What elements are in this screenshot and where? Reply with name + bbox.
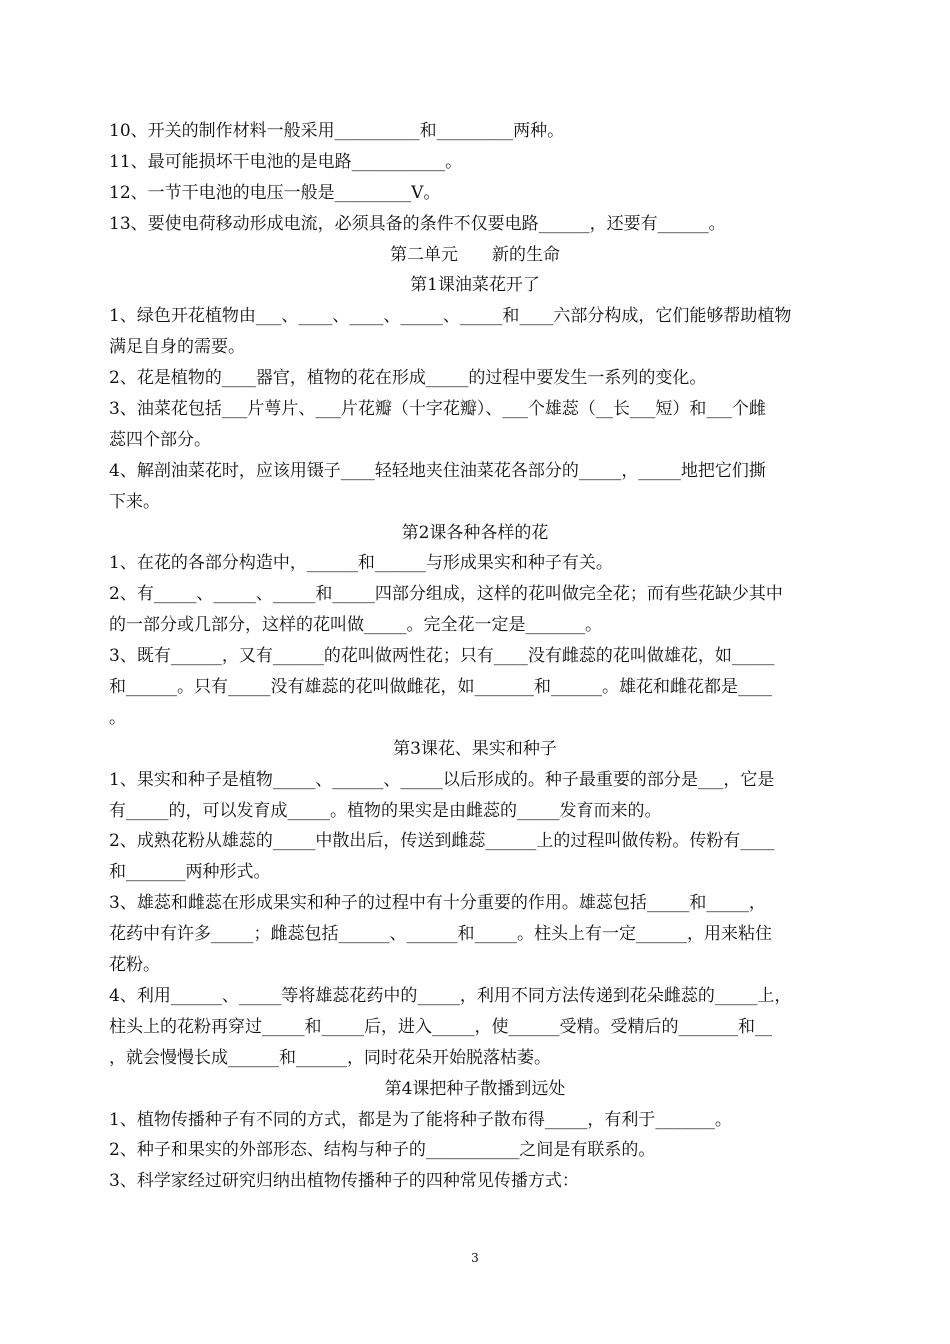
lesson-heading: 第4课把种子散播到远处 bbox=[384, 1078, 566, 1099]
text-line: 1、果实和种子是植物_____、______、_____以后形成的。种子最重要的部分是___，它是 bbox=[109, 769, 775, 790]
text-line: 3、既有______，又有______的花叫做两性花；只有____没有雌蕊的花叫做雄花，如_____ bbox=[109, 646, 775, 667]
text-line: 花粉。 bbox=[109, 955, 160, 976]
text-line: 13、要使电荷移动形成电流，必须具备的条件不仅要电路______，还要有______。 bbox=[109, 213, 726, 234]
text-line: 4、解剖油菜花时，应该用镊子____轻轻地夹住油菜花各部分的_____，_____地把它们撕 bbox=[109, 460, 766, 481]
text-line: 3、雄蕊和雌蕊在形成果实和种子的过程中有十分重要的作用。雄蕊包括_____和_____， bbox=[109, 893, 766, 914]
text-line: 2、有_____、_____、_____和_____四部分组成，这样的花叫做完全花；而有些花缺少其中 bbox=[109, 584, 783, 605]
text-line: 1、绿色开花植物由___、____、____、_____、_____和____六部分构成，它们能够帮助植物 bbox=[109, 306, 792, 327]
text-line: 1、植物传播种子有不同的方式，都是为了能将种子散布得_____，有利于_______。 bbox=[109, 1109, 732, 1130]
text-line: 蕊四个部分。 bbox=[109, 429, 211, 450]
text-line: 的一部分或几部分，这样的花叫做_____。完全花一定是_______。 bbox=[109, 615, 602, 636]
text-line: 3、油菜花包括___片萼片、___片花瓣（十字花瓣）、___个雄蕊（__长___短）和___个雌 bbox=[109, 399, 766, 420]
text-line: ，就会慢慢长成______和______，同时花朵开始脱落枯萎。 bbox=[109, 1047, 551, 1068]
text-line: 和______。只有_____没有雄蕊的花叫做雌花，如_______和______。雄花和雌花都是____ bbox=[109, 677, 772, 698]
text-line: 和_______两种形式。 bbox=[109, 862, 271, 883]
text-line: 1、在花的各部分构造中，______和______与形成果实和种子有关。 bbox=[109, 553, 613, 574]
text-line: 柱头上的花粉再穿过_____和_____后，进入_____，使______受精。受精后的_______和__ bbox=[109, 1016, 772, 1037]
text-line: 下来。 bbox=[109, 491, 160, 512]
lesson-heading: 第1课油菜花开了 bbox=[410, 275, 540, 296]
text-line: 2、成熟花粉从雄蕊的_____中散出后，传送到雌蕊______上的过程叫做传粉。传粉有____ bbox=[109, 831, 775, 852]
text-line: 12、一节干电池的电压一般是_________V。 bbox=[109, 182, 441, 203]
document-body bbox=[109, 116, 841, 1197]
lesson-heading: 第2课各种各样的花 bbox=[401, 522, 549, 543]
text-line: 花药中有许多_____；雌蕊包括______、______和_____。柱头上有一定______，用来粘住 bbox=[109, 924, 772, 945]
lesson-heading: 第3课花、果实和种子 bbox=[393, 738, 557, 759]
text-line: 。 bbox=[109, 707, 126, 728]
text-line: 2、花是植物的____器官，植物的花在形成_____的过程中要发生一系列的变化。 bbox=[109, 368, 707, 389]
page-number: 3 bbox=[471, 1251, 479, 1265]
text-line: 11、最可能损坏干电池的是电路___________。 bbox=[109, 151, 463, 172]
text-line: 有_____的，可以发育成_____。植物的果实是由雌蕊的_____发育而来的。 bbox=[109, 800, 662, 821]
unit-heading: 第二单元 新的生命 bbox=[390, 244, 560, 265]
text-line: 10、开关的制作材料一般采用__________和_________两种。 bbox=[109, 121, 565, 141]
text-line: 3、科学家经过研究归纳出植物传播种子的四种常见传播方式： bbox=[109, 1171, 579, 1192]
text-line: 满足自身的需要。 bbox=[109, 337, 245, 358]
text-line: 2、种子和果实的外部形态、结构与种子的___________之间是有联系的。 bbox=[109, 1140, 656, 1161]
text-line: 4、利用______、_____等将雄蕊花药中的_____，利用不同方法传递到花朵雌蕊的_____上， bbox=[109, 985, 792, 1006]
